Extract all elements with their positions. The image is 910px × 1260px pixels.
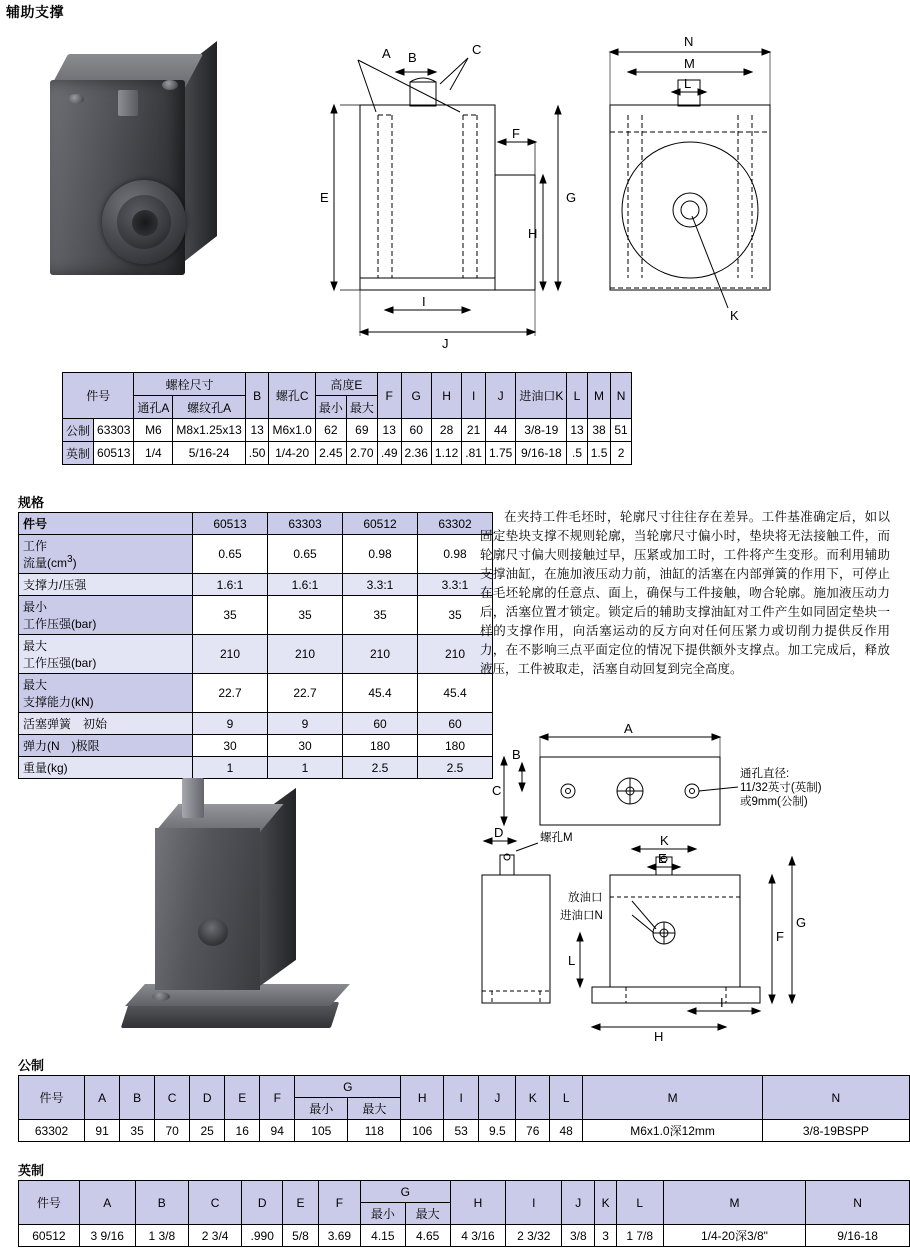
cell: 28 [431, 419, 461, 442]
cell: 2 3/4 [188, 1225, 241, 1247]
th-l: L [549, 1076, 582, 1120]
cell: 5/16-24 [173, 442, 245, 465]
note-screw-hole-m: 螺孔M [540, 832, 573, 844]
cell: 2.36 [401, 442, 431, 465]
cell: 22.7 [268, 674, 343, 713]
th-thru-hole-a: 通孔A [134, 396, 173, 419]
drawing2-label-E: E [658, 851, 667, 866]
cell: 1 [268, 757, 343, 779]
cell: 1.5 [587, 442, 611, 465]
th-e: E [283, 1181, 319, 1225]
th-i: I [506, 1181, 562, 1225]
th-k: K [595, 1181, 616, 1225]
cell: 53 [444, 1120, 479, 1142]
photo-bolt-right [162, 80, 178, 90]
th-part-number: 件号 [19, 1076, 85, 1120]
th-j: J [485, 373, 515, 419]
drawing2-label-A: A [624, 721, 633, 736]
dimension-table [62, 372, 632, 465]
note-thru-hole-value1: 11/32英寸(英制) [740, 782, 822, 794]
description-paragraph: 在夹持工件毛坯时，轮廓尺寸往往存在差异。工件基准确定后，如以固定垫块支撑不规则轮廓，当轮廓尺寸偏小时，垫块将无法接触工件，而轮廓尺寸偏大则接触过早，压紧或加工时，工件将产生变形。而利用辅助支撑油缸，在施加液压动力前，油缸的活塞在内部弹簧的作用下，可停止在毛坯轮廓的任意点、面上，确保与工件接触，吻合轮廓。施加液压动力后，活塞位置才锁定。锁定后的辅助支撑油缸对工件产生如同固定垫块一样的支撑作用，向活塞运动的反方向对任何压紧力或切削力提供反作用力，在不影响三点平面定位的情况下提供额外支撑点。加工完成后，释放液压，工件被取走，活塞自动回复到完全高度。 [480, 510, 890, 676]
drawing2-label-K: K [660, 833, 669, 848]
photo2-port-hole [198, 918, 228, 946]
cell: 2 [611, 442, 631, 465]
th-e: E [225, 1076, 260, 1120]
cell: 69 [346, 419, 377, 442]
table-row [19, 674, 493, 713]
photo2-block [155, 828, 260, 990]
cell: 60512 [19, 1225, 80, 1247]
drawing-bottom-svg [460, 715, 900, 1045]
table-row [19, 596, 493, 635]
drawing-label-H: H [528, 226, 538, 241]
th-m: M [587, 373, 611, 419]
cell: .5 [567, 442, 587, 465]
table-row [63, 419, 632, 442]
drawing-label-A: A [382, 46, 391, 61]
drawing-label-C: C [472, 42, 482, 57]
cell: 76 [516, 1120, 549, 1142]
th-part-number: 件号 [19, 1181, 80, 1225]
drawing-label-E: E [320, 190, 329, 205]
cell: 35 [120, 1120, 155, 1142]
photo2-base-hole [152, 992, 170, 1001]
th-f: F [260, 1076, 295, 1120]
table-row [19, 513, 493, 535]
th-d: D [190, 1076, 225, 1120]
th-thread-hole-a: 螺纹孔A [173, 396, 245, 419]
cell: 35 [268, 596, 343, 635]
th-63303: 63303 [268, 513, 343, 535]
row-label-spring-initial: 活塞弹簧 初始 [19, 713, 193, 735]
label-line1: 最大 [23, 678, 48, 692]
cell: 4.15 [360, 1225, 405, 1247]
th-g-min: 最小 [360, 1203, 405, 1225]
row-label-weight: 重量(kg) [19, 757, 193, 779]
technical-drawing-top [300, 20, 890, 350]
cell: 1/4-20深3/8" [663, 1225, 805, 1247]
th-g-min: 最小 [295, 1098, 348, 1120]
cell: 60 [418, 713, 493, 735]
drawing2-label-I: I [720, 995, 724, 1010]
table-row [19, 735, 493, 757]
cell: 210 [193, 635, 268, 674]
metric-table-wrapper [18, 1075, 910, 1142]
cell: 0.98 [343, 535, 418, 574]
cell: 2 3/32 [506, 1225, 562, 1247]
cell: 1.6:1 [268, 574, 343, 596]
th-part-number: 件号 [19, 513, 193, 535]
cell: 38 [587, 419, 611, 442]
th-g: G [401, 373, 431, 419]
drawing2-label-H: H [654, 1029, 664, 1044]
th-b: B [120, 1076, 155, 1120]
row-unit-imperial: 英制 [63, 442, 94, 465]
th-c: C [188, 1181, 241, 1225]
row-label-support-ratio: 支撑力/压强 [19, 574, 193, 596]
th-part-number: 件号 [63, 373, 134, 419]
cell: 105 [295, 1120, 348, 1142]
metric-heading: 公制 [18, 1058, 45, 1073]
th-bolt-size: 螺栓尺寸 [134, 373, 245, 396]
note-thru-hole-title: 通孔直径: [740, 768, 790, 780]
photo-plunger [118, 90, 138, 116]
cell: 35 [418, 596, 493, 635]
th-a: A [79, 1181, 135, 1225]
th-h: H [431, 373, 461, 419]
drawing2-label-B: B [512, 747, 521, 762]
cell: 13 [567, 419, 587, 442]
cell: 1.75 [485, 442, 515, 465]
th-g-max: 最大 [348, 1098, 401, 1120]
drawing-label-G: G [566, 190, 577, 205]
th-g-max: 最大 [405, 1203, 450, 1225]
cell: 0.98 [418, 535, 493, 574]
cell: 70 [155, 1120, 190, 1142]
th-l: L [567, 373, 587, 419]
cell: 91 [85, 1120, 120, 1142]
cell: 51 [611, 419, 631, 442]
cell: 60 [401, 419, 431, 442]
cell: 106 [401, 1120, 444, 1142]
th-l: L [616, 1181, 663, 1225]
label-line2: 工作压强(bar) [23, 617, 97, 631]
th-c: C [155, 1076, 190, 1120]
cell: 30 [193, 735, 268, 757]
th-n: N [762, 1076, 909, 1120]
dimension-table-wrapper [62, 372, 632, 465]
th-i: I [462, 373, 486, 419]
photo-bolt-left [68, 94, 84, 104]
drawing-label-K: K [730, 308, 739, 323]
photo2-plunger [182, 778, 204, 818]
cell: 9.5 [479, 1120, 516, 1142]
drawing-label-F: F [512, 126, 520, 141]
product-photo-compact-support [20, 32, 235, 322]
row-label-spring-limit: 弹力(N )极限 [19, 735, 193, 757]
cell: 35 [343, 596, 418, 635]
cell: 2.5 [418, 757, 493, 779]
label-line2b: ) [72, 556, 77, 570]
cell: 13 [245, 419, 269, 442]
drawing-label-L: L [684, 76, 692, 91]
drawing2-label-F: F [776, 929, 784, 944]
table-row [19, 1225, 910, 1247]
th-d: D [242, 1181, 283, 1225]
table-row [19, 1120, 910, 1142]
spec-heading: 规格 [18, 495, 45, 510]
cell: 45.4 [418, 674, 493, 713]
cell: 1/4 [134, 442, 173, 465]
cell: 1.6:1 [193, 574, 268, 596]
page-title: 辅助支撑 [6, 4, 64, 20]
th-f: F [377, 373, 401, 419]
table-row [19, 713, 493, 735]
cell: .81 [462, 442, 486, 465]
cell: 45.4 [343, 674, 418, 713]
cell: 3.3:1 [418, 574, 493, 596]
drawing2-label-C: C [492, 783, 502, 798]
cell: M8x1.25x13 [173, 419, 245, 442]
row-label-flow [19, 535, 193, 574]
cell: 9 [193, 713, 268, 735]
cell: 48 [549, 1120, 582, 1142]
cell: 2.70 [346, 442, 377, 465]
cell: .990 [242, 1225, 283, 1247]
imperial-dimension-table [18, 1180, 910, 1247]
th-j: J [562, 1181, 595, 1225]
cell: 30 [268, 735, 343, 757]
cell: 5/8 [283, 1225, 319, 1247]
cell: 63303 [94, 419, 134, 442]
th-i: I [444, 1076, 479, 1120]
note-drain-port: 放油口 [568, 892, 603, 904]
label-sup: 3 [67, 554, 73, 565]
drawing-label-B: B [408, 50, 417, 65]
th-n: N [806, 1181, 910, 1225]
drawing2-label-D: D [494, 825, 504, 840]
cell: 9/16-18 [516, 442, 567, 465]
th-n: N [611, 373, 631, 419]
cell: 63302 [19, 1120, 85, 1142]
cell: 0.65 [193, 535, 268, 574]
table-row [63, 442, 632, 465]
cell: 60513 [94, 442, 134, 465]
cell: 44 [485, 419, 515, 442]
th-f: F [318, 1181, 360, 1225]
drawing-label-M: M [684, 56, 695, 71]
th-h: H [450, 1181, 506, 1225]
table-row [19, 535, 493, 574]
cell: 1/4-20 [269, 442, 315, 465]
drawing-label-N: N [684, 34, 694, 49]
table-row [19, 574, 493, 596]
th-g-group: G [360, 1181, 450, 1203]
cell: 1 3/8 [135, 1225, 188, 1247]
drawing2-label-G: G [796, 915, 807, 930]
th-inlet-k: 进油口K [516, 373, 567, 419]
cell: 210 [418, 635, 493, 674]
table-row [19, 1076, 910, 1098]
cell: 4 3/16 [450, 1225, 506, 1247]
cell: 35 [193, 596, 268, 635]
cell: 3/8 [562, 1225, 595, 1247]
technical-drawing-bottom [460, 715, 900, 1045]
cell: 3 [595, 1225, 616, 1247]
cell: 25 [190, 1120, 225, 1142]
th-k: K [516, 1076, 549, 1120]
cell: M6x1.0 [269, 419, 315, 442]
table-row [19, 635, 493, 674]
cell: 4.65 [405, 1225, 450, 1247]
cell: 9 [268, 713, 343, 735]
cell: 22.7 [193, 674, 268, 713]
cell: 60 [343, 713, 418, 735]
drawing-top-svg [300, 20, 890, 350]
row-unit-metric: 公制 [63, 419, 94, 442]
note-thru-hole-value2: 或9mm(公制) [740, 796, 808, 808]
th-60513: 60513 [193, 513, 268, 535]
imperial-table-wrapper [18, 1180, 910, 1247]
drawing-label-J: J [442, 336, 449, 350]
cell: 62 [315, 419, 346, 442]
cell: 16 [225, 1120, 260, 1142]
drawing-label-I: I [422, 294, 426, 309]
th-g-group: G [295, 1076, 401, 1098]
label-line2: 支撑能力(kN) [23, 695, 94, 709]
cell: 3/8-19BSPP [762, 1120, 909, 1142]
cell: 94 [260, 1120, 295, 1142]
th-height-e: 高度E [315, 373, 377, 396]
cell: 1.12 [431, 442, 461, 465]
cell: .50 [245, 442, 269, 465]
label-line2: 流量(cm [23, 556, 67, 570]
cell: 118 [348, 1120, 401, 1142]
cell: 21 [462, 419, 486, 442]
th-b: B [135, 1181, 188, 1225]
cell: .49 [377, 442, 401, 465]
th-j: J [479, 1076, 516, 1120]
photo-port-hole [132, 210, 158, 236]
metric-dimension-table [18, 1075, 910, 1142]
cell: 2.5 [343, 757, 418, 779]
th-60512: 60512 [343, 513, 418, 535]
cell: 3 9/16 [79, 1225, 135, 1247]
cell: 2.45 [315, 442, 346, 465]
cell: 0.65 [268, 535, 343, 574]
th-height-max: 最大 [346, 396, 377, 419]
cell: 3/8-19 [516, 419, 567, 442]
row-label-max-capacity [19, 674, 193, 713]
cell: 210 [343, 635, 418, 674]
row-label-max-pressure [19, 635, 193, 674]
th-h: H [401, 1076, 444, 1120]
th-m: M [663, 1181, 805, 1225]
label-line1: 最大 [23, 639, 48, 653]
th-a: A [85, 1076, 120, 1120]
cell: 210 [268, 635, 343, 674]
cell: 1 [193, 757, 268, 779]
cell: M6x1.0深12mm [583, 1120, 762, 1142]
cell: M6 [134, 419, 173, 442]
spec-table-wrapper [18, 512, 493, 779]
cell: 13 [377, 419, 401, 442]
imperial-heading: 英制 [18, 1163, 45, 1178]
cell: 180 [418, 735, 493, 757]
th-m: M [583, 1076, 762, 1120]
th-screw-hole-c: 螺孔C [269, 373, 315, 419]
drawing2-label-L: L [568, 953, 576, 968]
label-line2: 工作压强(bar) [23, 656, 97, 670]
table-row [19, 1181, 910, 1203]
label-line1: 最小 [23, 600, 48, 614]
cell: 3.69 [318, 1225, 360, 1247]
th-b: B [245, 373, 269, 419]
cell: 3.3:1 [343, 574, 418, 596]
row-label-min-pressure [19, 596, 193, 635]
spec-table [18, 512, 493, 779]
table-row [63, 373, 632, 396]
th-height-min: 最小 [315, 396, 346, 419]
cell: 9/16-18 [806, 1225, 910, 1247]
label-line1: 工作 [23, 539, 48, 553]
cell: 180 [343, 735, 418, 757]
note-inlet-port-n: 进油口N [560, 910, 603, 922]
cell: 1 7/8 [616, 1225, 663, 1247]
product-photo-flange-support [110, 770, 390, 1050]
th-63302: 63302 [418, 513, 493, 535]
